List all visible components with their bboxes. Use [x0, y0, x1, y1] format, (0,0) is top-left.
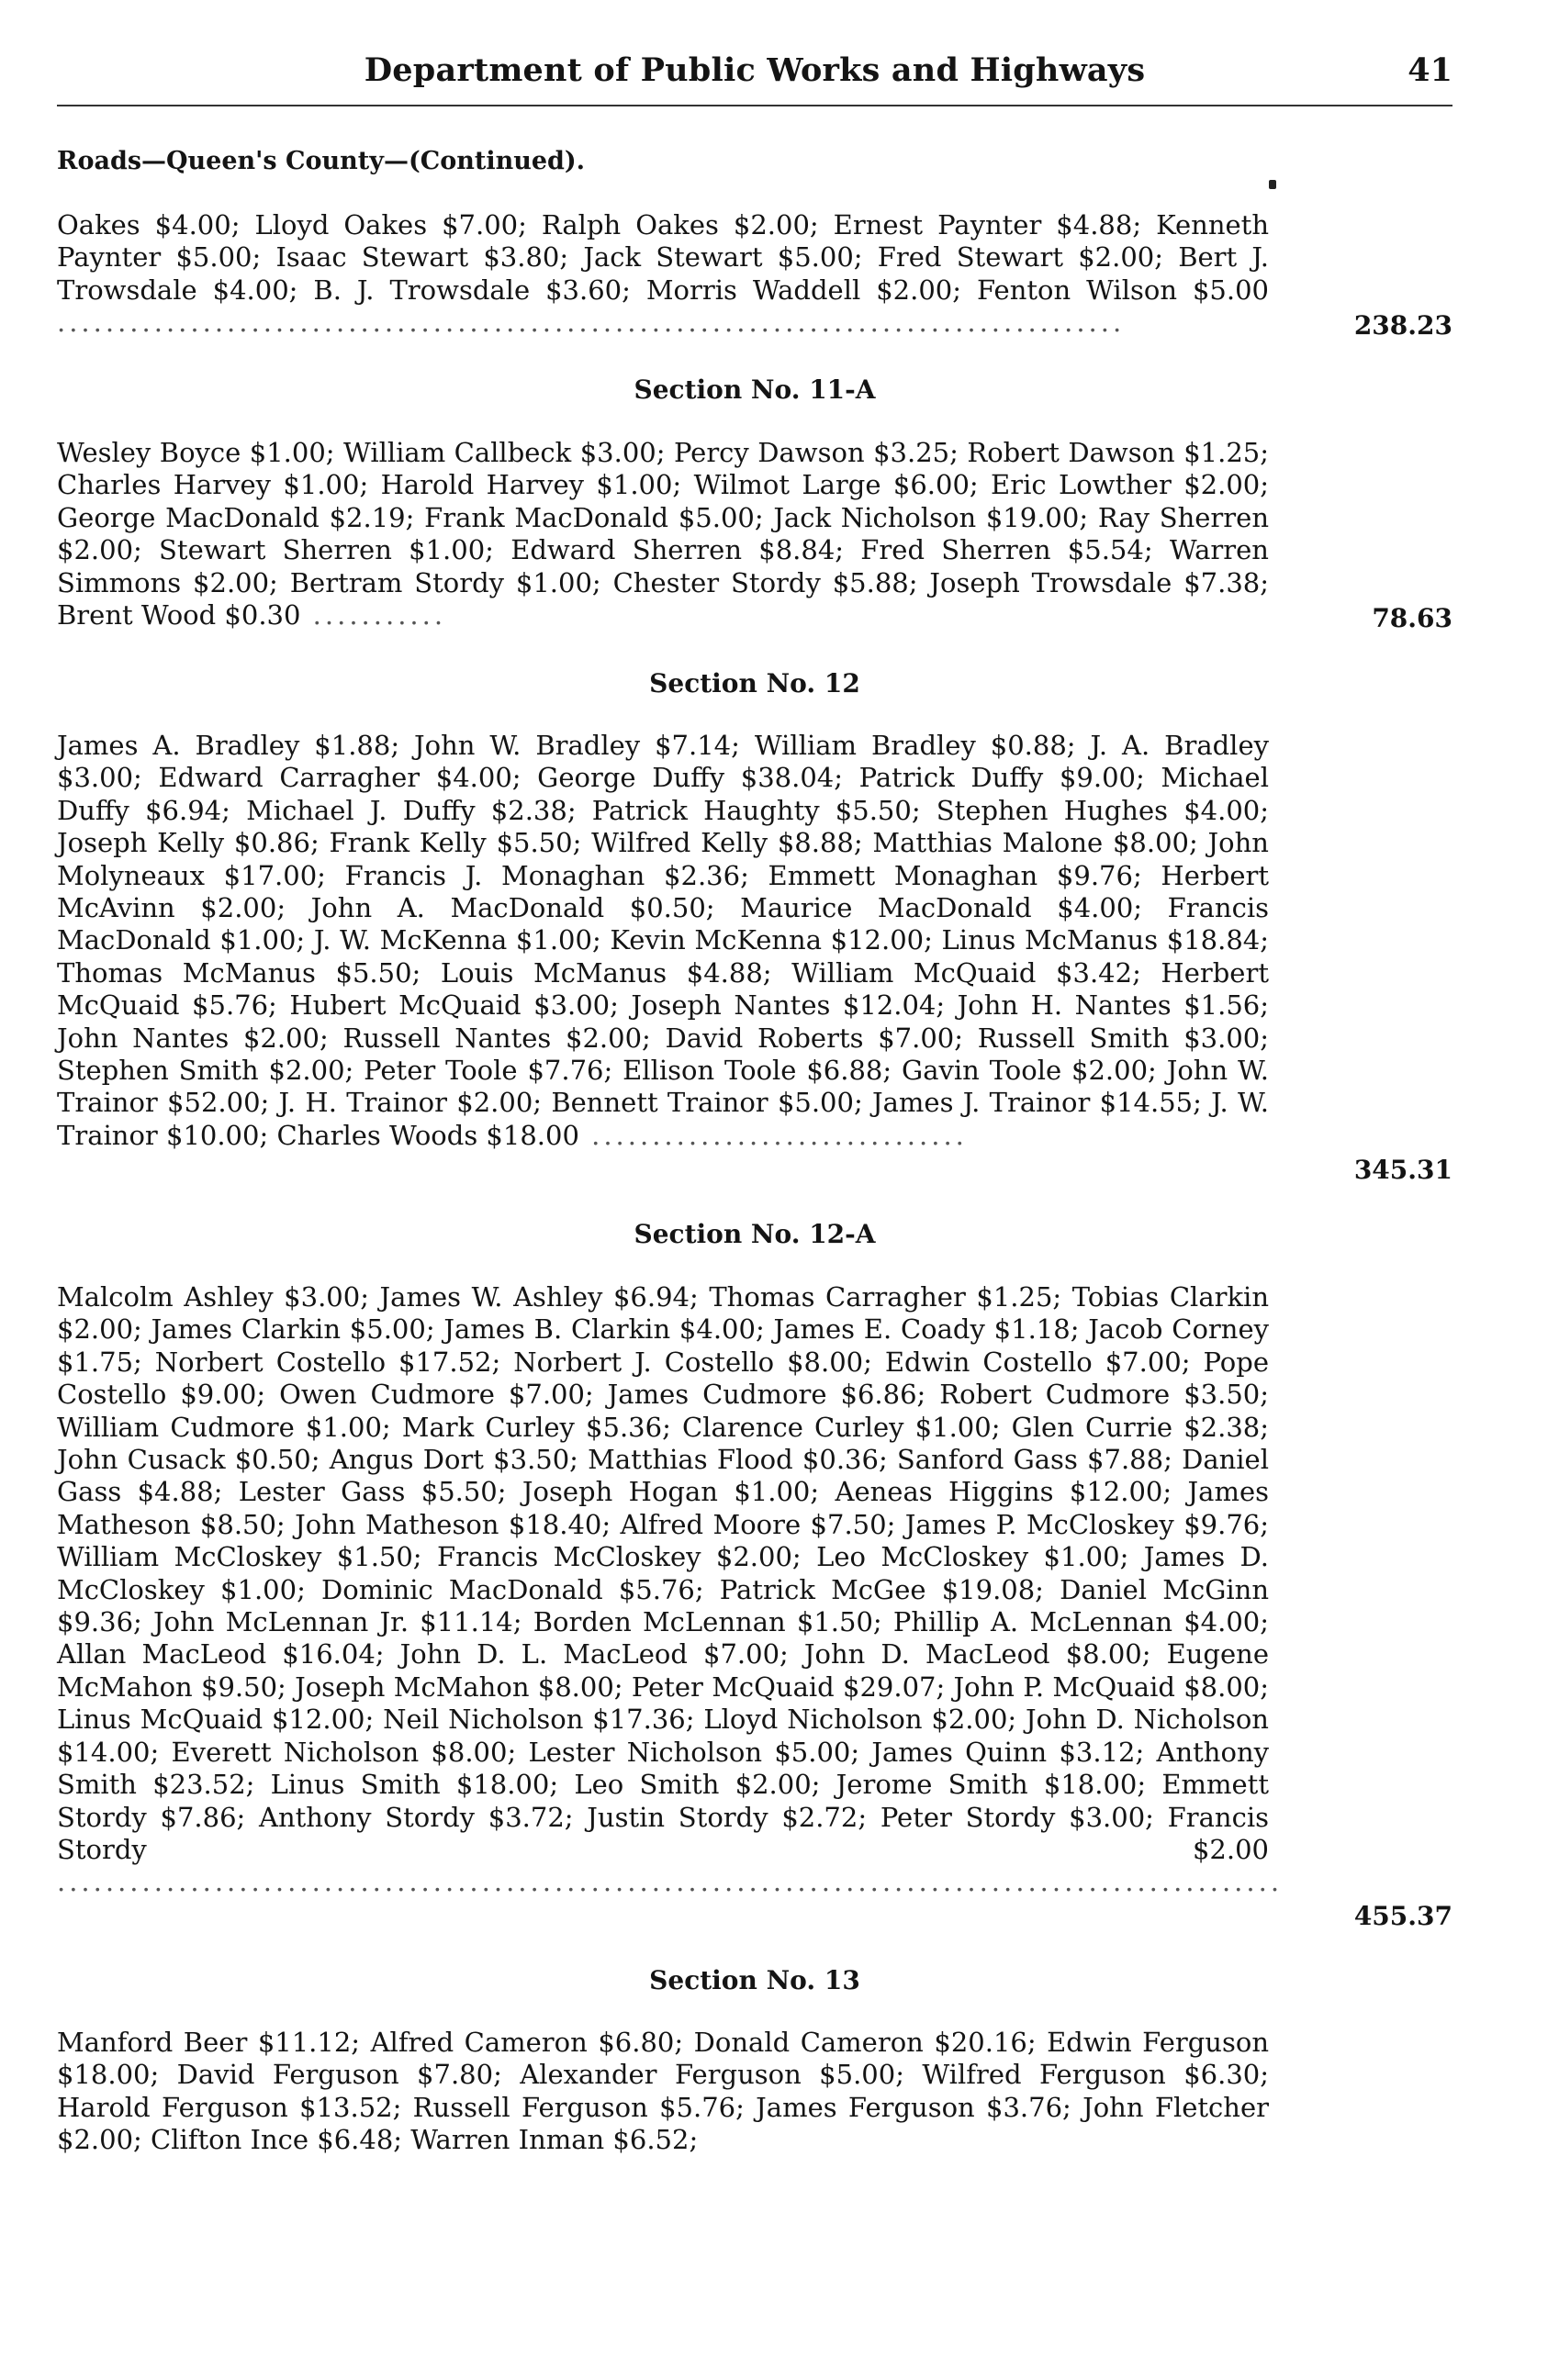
section-heading: Section No. 12-A	[634, 1219, 876, 1249]
page-number: 41	[1408, 51, 1452, 89]
payee-text: James A. Bradley $1.88; John W. Bradley $7.14; William Bradley $0.88; J. A. Bradley $3.00; Edward Carragher $4.00; George Duffy $38.04; Patrick Duffy $9.00; Michael Duffy $6.94; Michael J. Duffy $2.38; Patrick Haughty $5.50; Stephen Hughes $4.00; Joseph Kelly $0.86; Frank Kelly $5.50; Wilfred Kelly $8.88; Matthias Malone $8.00; John Molyneaux $17.00; Francis J. Monaghan $2.36; Emmett Monaghan $9.76; Herbert McAvinn $2.00; John A. MacDonald $0.50; Maurice MacDonald $4.00; Francis MacDonald $1.00; J. W. McKenna $1.00; Kevin McKenna $12.00; Linus McManus $18.84; Thomas McManus $5.50; Louis McManus $4.88; William McQuaid $3.42; Herbert McQuaid $5.76; Hubert McQuaid $3.00; Joseph Nantes $12.04; John H. Nantes $1.56; John Nantes $2.00; Russell Nantes $2.00; David Roberts $7.00; Russell Smith $3.00; Stephen Smith $2.00; Peter Toole $7.76; Ellison Toole $6.88; Gavin Toole $2.00; John W. Trainor $52.00; J. H. Trainor $2.00; Bennett Trainor $5.00; James J. Trainor $14.55; J. W. Trainor $10.00; Charles Woods $18.00	[57, 730, 1269, 1151]
section-heading: Section No. 11-A	[634, 374, 876, 405]
section-heading: Section No. 13	[649, 1965, 860, 1995]
dot-leader: ........................................................................................	[57, 307, 1126, 339]
payee-text: Oakes $4.00; Lloyd Oakes $7.00; Ralph Oakes $2.00; Ernest Paynter $4.88; Kenneth Paynter $5.00; Isaac Stewart $3.80; Jack Stewart $5.00; Fred Stewart $2.00; Bert J. Trowsdale $4.00; B. J. Trowsdale $3.60; Morris Waddell $2.00; Fenton Wilson $5.00	[57, 209, 1269, 306]
dot-leader: .....................................................................................................	[57, 1866, 1284, 1898]
payee-paragraph	[57, 730, 1269, 1152]
payee-text: Malcolm Ashley $3.00; James W. Ashley $6.94; Thomas Carragher $1.25; Tobias Clarkin $2.00; James Clarkin $5.00; James B. Clarkin $4.00; James E. Coady $1.18; Jacob Corney $1.75; Norbert Costello $17.52; Norbert J. Costello $8.00; Edwin Costello $7.00; Pope Costello $9.00; Owen Cudmore $7.00; James Cudmore $6.86; Robert Cudmore $3.50; William Cudmore $1.00; Mark Curley $5.36; Clarence Curley $1.00; Glen Currie $2.38; John Cusack $0.50; Angus Dort $3.50; Matthias Flood $0.36; Sanford Gass $7.88; Daniel Gass $4.88; Lester Gass $5.50; Joseph Hogan $1.00; Aeneas Higgins $12.00; James Matheson $8.50; John Matheson $18.40; Alfred Moore $7.50; James P. McCloskey $9.76; William McCloskey $1.50; Francis McCloskey $2.00; Leo McCloskey $1.00; James D. McCloskey $1.00; Dominic MacDonald $5.76; Patrick McGee $19.08; Daniel McGinn $9.36; John McLennan Jr. $11.14; Borden McLennan $1.50; Phillip A. McLennan $4.00; Allan MacLeod $16.04; John D. L. MacLeod $7.00; John D. MacLeod $8.00; Eugene McMahon $9.50; Joseph McMahon $8.00; Peter McQuaid $29.07; John P. McQuaid $8.00; Linus McQuaid $12.00; Neil Nicholson $17.36; Lloyd Nicholson $2.00; John D. Nicholson $14.00; Everett Nicholson $8.00; Lester Nicholson $5.00; James Quinn $3.12; Anthony Smith $23.52; Linus Smith $18.00; Leo Smith $2.00; Jerome Smith $18.00; Emmett Stordy $7.86; Anthony Stordy $3.72; Justin Stordy $2.72; Peter Stordy $3.00; Francis Stordy $2.00	[57, 1281, 1269, 1865]
payee-paragraph-continued	[57, 209, 1269, 340]
payee-paragraph	[57, 437, 1269, 631]
table-caption: Roads—Queen's County—(Continued).	[57, 147, 586, 175]
section-total: 238.23	[1353, 310, 1452, 341]
header-rule	[57, 105, 1452, 106]
section-total: 345.31	[1353, 1155, 1452, 1185]
section-total: 78.63	[1372, 603, 1452, 633]
payee-paragraph	[57, 1281, 1284, 1899]
dot-leader: ...........	[300, 599, 447, 631]
ink-spot-mark	[1269, 180, 1276, 189]
dot-leader: ...............................	[578, 1119, 968, 1151]
section-total: 455.37	[1353, 1901, 1452, 1931]
section-heading: Section No. 12	[649, 668, 860, 698]
page-title: Department of Public Works and Highways	[364, 51, 1146, 89]
payee-text: Wesley Boyce $1.00; William Callbeck $3.00; Percy Dawson $3.25; Robert Dawson $1.25; Charles Harvey $1.00; Harold Harvey $1.00; Wilmot Large $6.00; Eric Lowther $2.00; George MacDonald $2.19; Frank MacDonald $5.00; Jack Nicholson $19.00; Ray Sherren $2.00; Stewart Sherren $1.00; Edward Sherren $8.84; Fred Sherren $5.54; Warren Simmons $2.00; Bertram Stordy $1.00; Chester Stordy $5.88; Joseph Trowsdale $7.38; Brent Wood $0.30	[57, 437, 1269, 631]
running-header	[57, 48, 1452, 95]
payee-paragraph	[57, 2027, 1269, 2157]
payee-text: Manford Beer $11.12; Alfred Cameron $6.80; Donald Cameron $20.16; Edwin Ferguson $18.00; David Ferguson $7.80; Alexander Ferguson $5.00; Wilfred Ferguson $6.30; Harold Ferguson $13.52; Russell Ferguson $5.76; James Ferguson $3.76; John Fletcher $2.00; Clifton Ince $6.48; Warren Inman $6.52;	[57, 2027, 1269, 2156]
